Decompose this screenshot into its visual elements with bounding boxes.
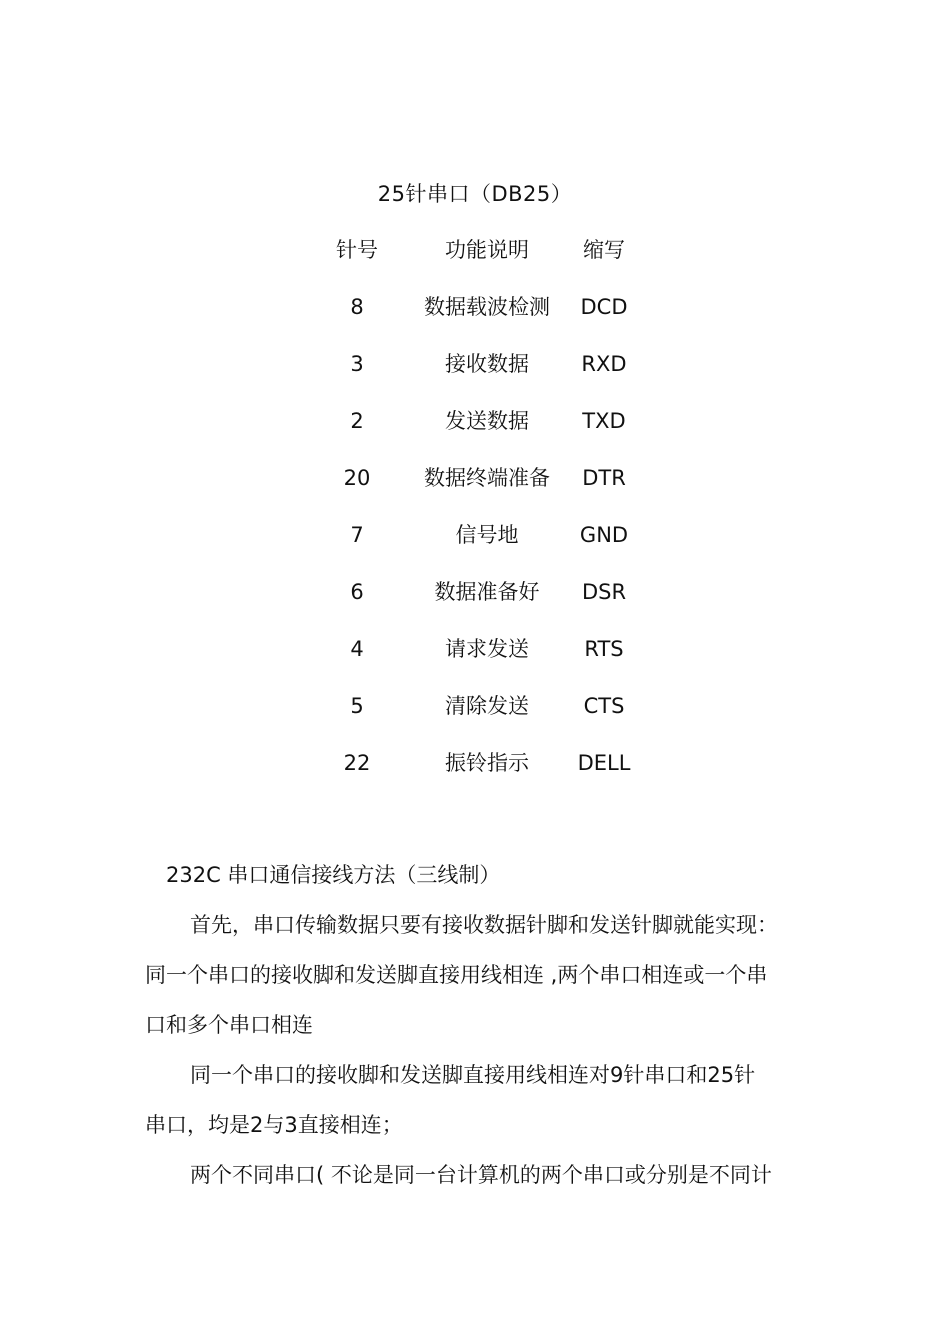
- pin-number: 22: [343, 751, 371, 775]
- pin-number: 5: [350, 694, 364, 718]
- header-function: 功能说明: [445, 238, 529, 262]
- pin-function: 请求发送: [445, 637, 529, 661]
- pin-abbreviation: DCD: [580, 295, 628, 319]
- paragraph-line: 首先，串口传输数据只要有接收数据针脚和发送针脚就能实现：: [190, 913, 778, 937]
- table-row: [0, 521, 950, 549]
- pin-number: 4: [350, 637, 364, 661]
- header-abbreviation: 缩写: [583, 238, 625, 262]
- pin-number: 6: [350, 580, 364, 604]
- pin-abbreviation: CTS: [583, 694, 625, 718]
- pin-number: 7: [350, 523, 364, 547]
- pin-abbreviation: GND: [579, 523, 629, 547]
- pin-function: 振铃指示: [445, 751, 529, 775]
- pin-abbreviation: DTR: [582, 466, 626, 490]
- table-header-row: [0, 236, 950, 264]
- table-row: [0, 407, 950, 435]
- pin-abbreviation: DSR: [581, 580, 627, 604]
- section-heading: 232C 串口通信接线方法（三线制）: [166, 863, 501, 887]
- table-row: [0, 293, 950, 321]
- paragraph-line: 串口，均是2与3直接相连；: [145, 1113, 403, 1137]
- paragraph-line: 两个不同串口( 不论是同一台计算机的两个串口或分别是不同计: [190, 1163, 772, 1187]
- pin-abbreviation: TXD: [582, 409, 626, 433]
- paragraph-line: 同一个串口的接收脚和发送脚直接用线相连对9针串口和25针: [190, 1063, 756, 1087]
- table-title: 25针串口（DB25）: [377, 182, 573, 206]
- pin-abbreviation: RXD: [581, 352, 627, 376]
- table-row: [0, 749, 950, 777]
- pin-function: 数据准备好: [434, 580, 540, 604]
- table-row: [0, 692, 950, 720]
- table-row: [0, 578, 950, 606]
- table-row: [0, 635, 950, 663]
- pin-number: 2: [350, 409, 364, 433]
- paragraph-line: 口和多个串口相连: [145, 1013, 313, 1037]
- pin-number: 8: [350, 295, 364, 319]
- pin-abbreviation: DELL: [577, 751, 631, 775]
- pin-function: 发送数据: [445, 409, 529, 433]
- table-row: [0, 464, 950, 492]
- pin-function: 信号地: [455, 523, 519, 547]
- pin-function: 数据终端准备: [424, 466, 550, 490]
- pin-abbreviation: RTS: [584, 637, 624, 661]
- pin-function: 数据载波检测: [424, 295, 550, 319]
- header-pin-number: 针号: [336, 238, 378, 262]
- pin-number: 20: [343, 466, 371, 490]
- pin-function: 接收数据: [445, 352, 529, 376]
- pin-number: 3: [350, 352, 364, 376]
- paragraph-line: 同一个串口的接收脚和发送脚直接用线相连 ,两个串口相连或一个串: [145, 963, 768, 987]
- table-row: [0, 350, 950, 378]
- pin-function: 清除发送: [445, 694, 529, 718]
